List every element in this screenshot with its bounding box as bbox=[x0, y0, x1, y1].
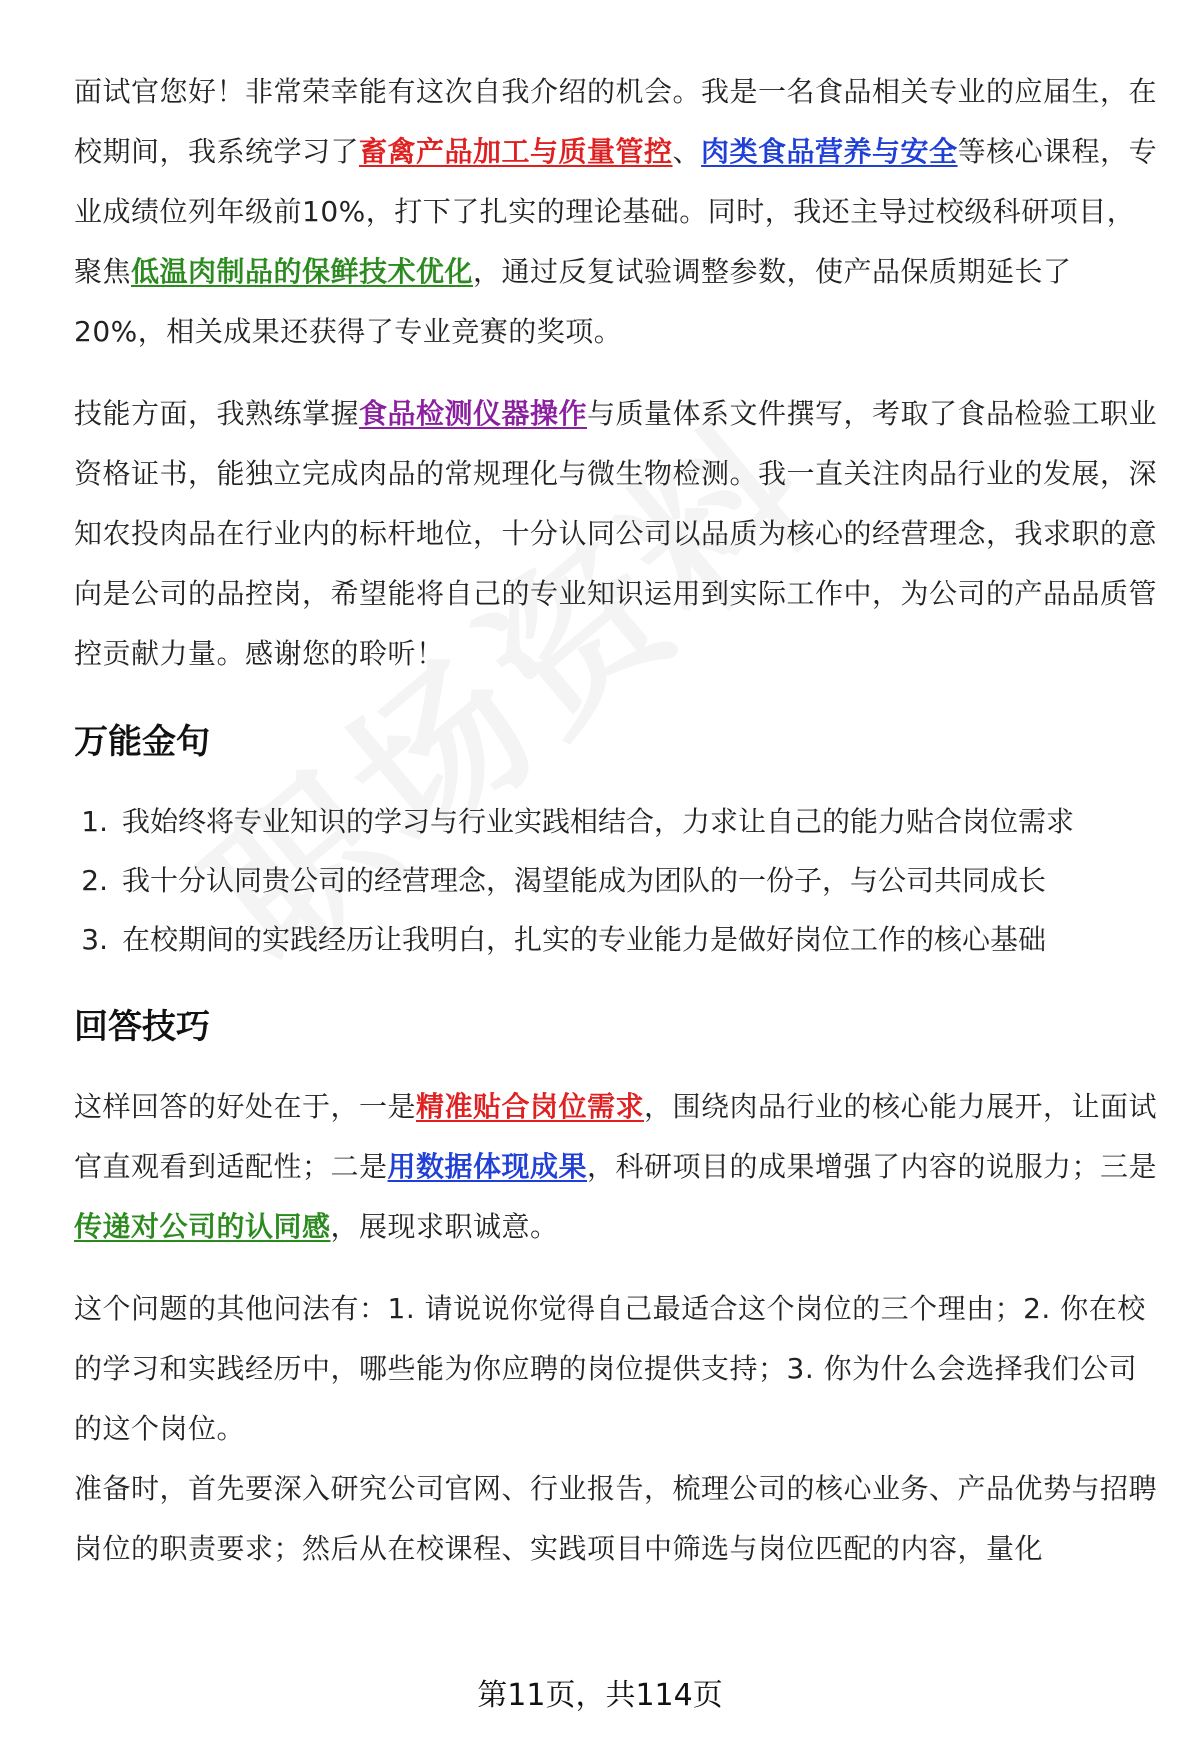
text-segment: 与质量体系文件撰写，考取了食品检验工职业资格证书，能独立完成肉品的常规理化与微生物检测。我一直关注肉品行业的发展，深知农投肉品在行业内的标杆地位，十分认同公司以品质为核心的经营理念，我求职的意向是公司的品控岗，希望能将自己的专业知识运用到实际工作中，为公司的产品品质管控贡献力量。感谢您的聆听！ bbox=[74, 397, 1158, 670]
list-item-text: 在校期间的实践经历让我明白，扎实的专业能力是做好岗位工作的核心基础 bbox=[122, 923, 1047, 956]
list-item bbox=[74, 792, 1160, 851]
text-segment: 等核心课程，专业成绩位列年级前10%，打下了扎实的理论基础。同时，我还主导过校级科研项目，聚焦 bbox=[74, 135, 1158, 288]
list-item-text: 我十分认同贵公司的经营理念，渴望能成为团队的一份子，与公司共同成长 bbox=[122, 864, 1047, 897]
tips-paragraph-2: 这个问题的其他问法有：1. 请说说你觉得自己最适合这个岗位的三个理由；2. 你在校的学习和实践经历中，哪些能为你应聘的岗位提供支持；3. 你为什么会选择我们公司的这个岗位。 bbox=[74, 1292, 1146, 1445]
document-content bbox=[74, 62, 1160, 1579]
list-item-text: 我始终将专业知识的学习与行业实践相结合，力求让自己的能力贴合岗位需求 bbox=[122, 805, 1075, 838]
text-segment: 、 bbox=[672, 135, 702, 168]
tips-paragraph-3: 准备时，首先要深入研究公司官网、行业报告，梳理公司的核心业务、产品优势与招聘岗位的职责要求；然后从在校课程、实践项目中筛选与岗位匹配的内容，量化 bbox=[74, 1472, 1158, 1565]
highlight-tip-3: 传递对公司的认同感 bbox=[74, 1210, 331, 1243]
text-segment: ，展现求职诚意。 bbox=[330, 1210, 559, 1243]
page-number-footer: 第11页，共114页 bbox=[477, 1678, 723, 1713]
tips-paragraph-1 bbox=[74, 1077, 1160, 1257]
list-item bbox=[74, 910, 1160, 969]
intro-paragraph-1 bbox=[74, 62, 1160, 362]
text-segment: ，科研项目的成果增强了内容的说服力；三是 bbox=[587, 1150, 1158, 1183]
highlight-research: 低温肉制品的保鲜技术优化 bbox=[131, 255, 474, 288]
text-segment: ，围绕肉品行业的核心能力展开，让面试官直观看到适配性；二是 bbox=[74, 1090, 1158, 1183]
section-heading-tips: 回答技巧 bbox=[74, 1007, 210, 1047]
text-segment: 面试官您好！非常荣幸能有这次自我介绍的机会。我是一名食品相关专业的应届生，在校期间，我系统学习了 bbox=[74, 75, 1158, 168]
section-heading-golden: 万能金句 bbox=[74, 722, 210, 762]
highlight-course-1: 畜禽产品加工与质量管控 bbox=[359, 135, 673, 168]
list-number: 2. bbox=[81, 864, 108, 897]
text-segment: ，通过反复试验调整参数，使产品保质期延长了20%，相关成果还获得了专业竞赛的奖项。 bbox=[74, 255, 1072, 348]
list-number: 1. bbox=[81, 805, 108, 838]
highlight-tip-2: 用数据体现成果 bbox=[387, 1150, 588, 1183]
highlight-tip-1: 精准贴合岗位需求 bbox=[416, 1090, 645, 1123]
list-item bbox=[74, 851, 1160, 910]
text-segment: 技能方面，我熟练掌握 bbox=[74, 397, 360, 430]
list-number: 3. bbox=[81, 923, 108, 956]
golden-sentence-list bbox=[74, 792, 1160, 969]
highlight-skill: 食品检测仪器操作 bbox=[359, 397, 588, 430]
text-segment: 这样回答的好处在于，一是 bbox=[74, 1090, 417, 1123]
highlight-course-2: 肉类食品营养与安全 bbox=[701, 135, 958, 168]
intro-paragraph-2 bbox=[74, 384, 1160, 684]
